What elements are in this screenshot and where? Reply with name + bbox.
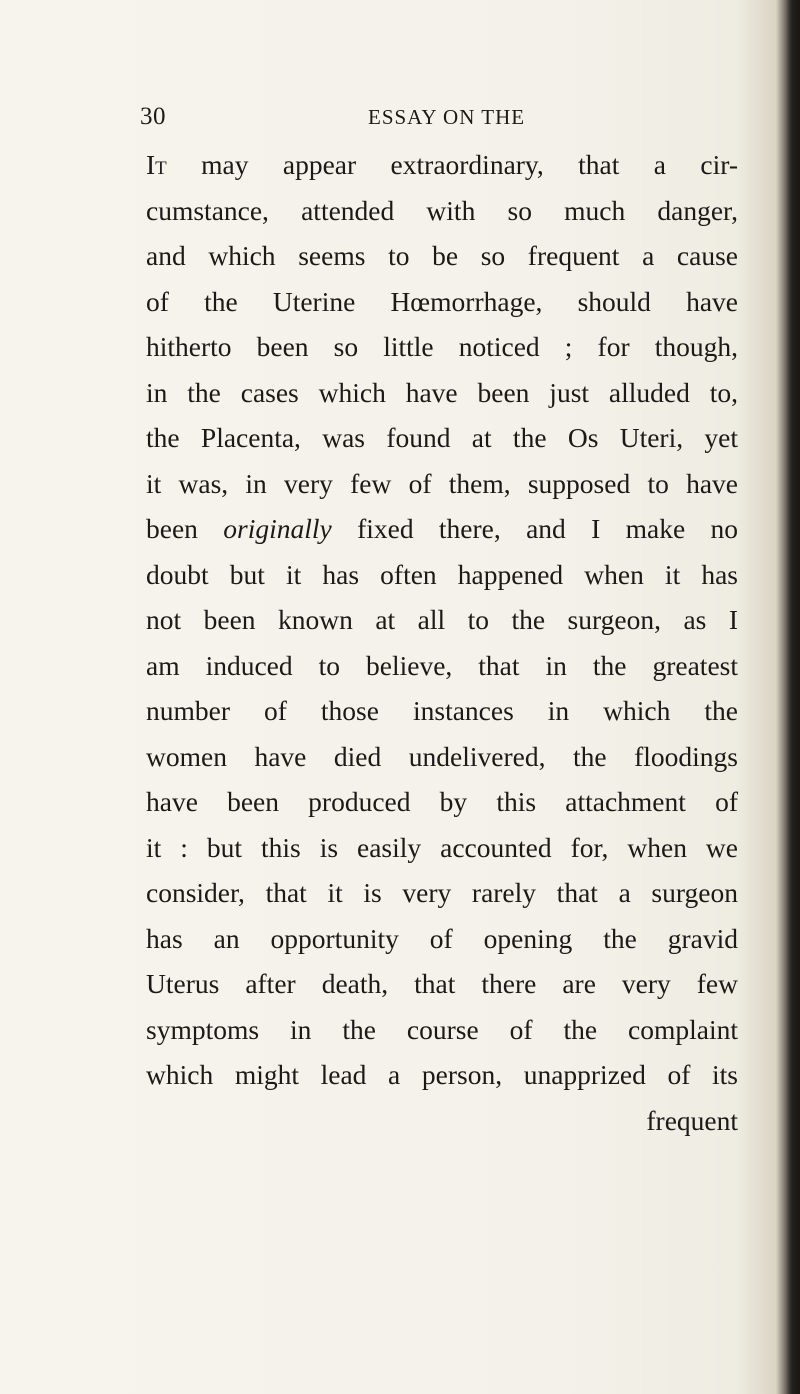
running-head-title: ESSAY ON THE <box>368 105 526 129</box>
catchword: frequent <box>646 1104 738 1136</box>
text-line-17: consider, that it is very rarely that a surgeon <box>146 877 738 908</box>
text-line-6: in the cases which have been just alluded to, <box>146 376 738 408</box>
text-line-12: am induced to believe, that in the greatest <box>146 649 738 681</box>
text-line-20: symptoms in the course of the complaint <box>146 1013 738 1045</box>
page-number: 30 <box>140 103 166 130</box>
text-line-11: not been known at all to the surgeon, as I <box>146 604 738 635</box>
running-head <box>140 103 740 139</box>
text-line-2: cumstance, attended with so much danger, <box>146 194 738 226</box>
text-line-3: and which seems to be so frequent a cause <box>146 240 738 271</box>
text-line-4: of the Uterine Hœmorrhage, should have <box>146 285 738 317</box>
opening-word: It <box>146 149 167 180</box>
text-line-18: has an opportunity of opening the gravid <box>146 922 738 954</box>
italic-emphasis: originally <box>223 513 332 544</box>
text-line-13: number of those instances in which the <box>146 695 738 726</box>
text-line-15: have been produced by this attachment of <box>146 786 738 817</box>
text-line-5: hitherto been so little noticed ; for though, <box>146 331 738 362</box>
text-line-8: it was, in very few of them, supposed to have <box>146 467 738 499</box>
text-line-19: Uterus after death, that there are very few <box>146 968 738 999</box>
text-line-7: the Placenta, was found at the Os Uteri, yet <box>146 422 738 453</box>
page-edge-shadow <box>786 0 800 1394</box>
text-line-16: it : but this is easily accounted for, when we <box>146 831 738 863</box>
text-line-9: been originally fixed there, and I make no <box>146 513 738 544</box>
text-line-1: It may appear extraordinary, that a cir- <box>146 149 738 180</box>
body-text <box>146 142 738 1143</box>
text-line-21: which might lead a person, unapprized of its <box>146 1059 738 1090</box>
text-line-14: women have died undelivered, the floodings <box>146 740 738 772</box>
text-line-10: doubt but it has often happened when it has <box>146 558 738 590</box>
